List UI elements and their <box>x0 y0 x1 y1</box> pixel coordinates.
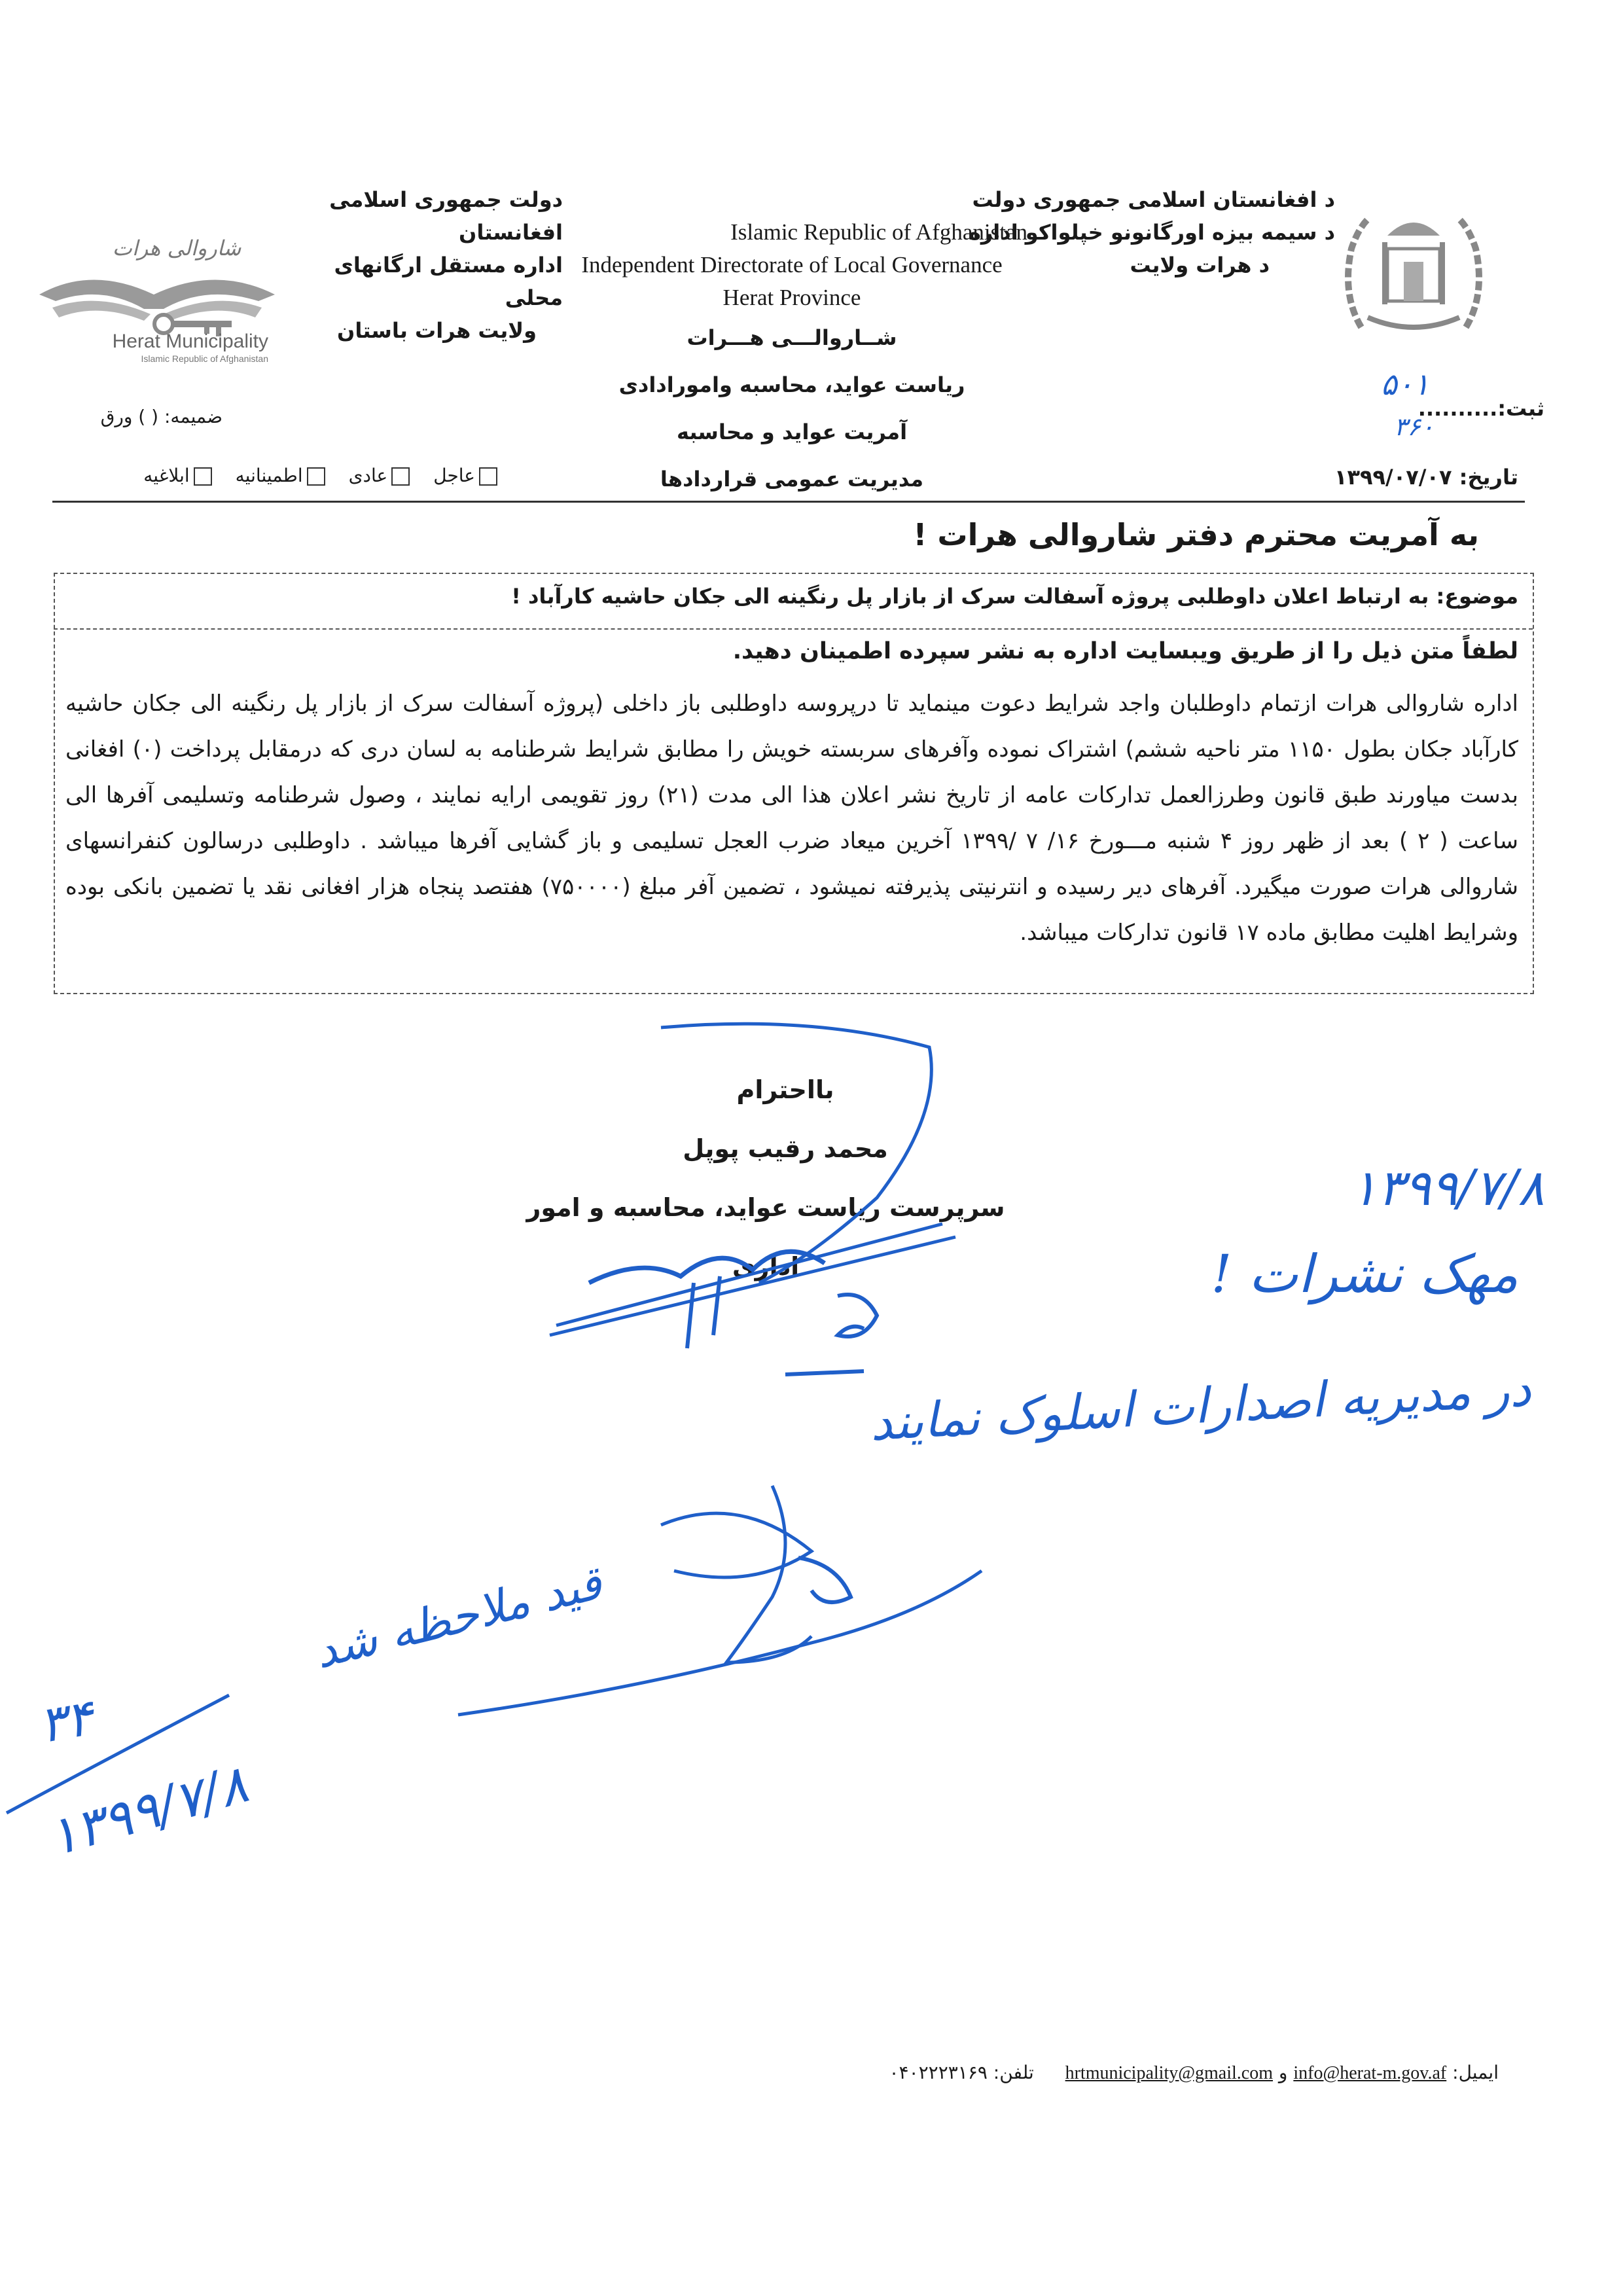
handwritten-note-line2: در مدیریه اصدارات اسلوک نمایند <box>868 1361 1533 1452</box>
ink-signature-scribbles <box>445 1008 1034 1754</box>
handwritten-margin-number: ۳۴ <box>34 1687 98 1755</box>
handwritten-note-date: ۱۳۹۹/۷/۸ <box>1350 1158 1544 1217</box>
addressee: به آمریت محترم دفتر شاروالی هرات ! <box>913 517 1479 552</box>
header-dari-line: دولت جمهوری اسلامی افغانستان <box>329 187 563 245</box>
logo-subtitle-text: Islamic Republic of Afghanistan <box>141 353 268 364</box>
footer-phone: تلفن: ۰۴۰۲۲۲۳۱۶۹ <box>889 2062 1034 2083</box>
department-line: مدیریت عمومی قراردادها <box>660 467 924 492</box>
date-field <box>1296 465 1518 490</box>
header-english <box>530 216 1054 314</box>
priority-urgent[interactable]: عاجل <box>433 465 497 486</box>
priority-options <box>79 465 497 486</box>
priority-assurance[interactable]: اطمینانیه <box>236 465 325 486</box>
registration-label: ثبت:.......... <box>1418 396 1544 421</box>
header-dari-line: ولایت هرات باستان <box>337 318 537 343</box>
checkbox-icon[interactable] <box>307 467 325 486</box>
footer-email-primary[interactable]: info@herat-m.gov.af <box>1293 2063 1447 2083</box>
header-english-line: Herat Province <box>722 285 861 310</box>
header-pashto-line: د افغانستان اسلامی جمهوری دولت <box>972 187 1335 212</box>
instruction-line: لطفاً متن ذیل را از طریق ویبسایت اداره به نشر سپرده اطمینان دهید. <box>732 638 1518 664</box>
subject-divider <box>54 628 1533 630</box>
national-emblem-icon <box>1335 196 1492 353</box>
attachment-field: ضمیمه: ( ) ورق <box>100 406 223 427</box>
municipality-logo <box>33 223 281 367</box>
logo-script-text: شاروالی هرات <box>112 236 241 260</box>
date-label: تاریخ: <box>1459 465 1518 490</box>
handwritten-margin-note: قید ملاحظه شد <box>309 1555 607 1679</box>
header-divider <box>52 501 1525 503</box>
checkbox-icon[interactable] <box>479 467 497 486</box>
signatory-name: محمد رقیب پوپل <box>683 1134 888 1163</box>
header-dari-line: اداره مستقل ارگانهای محلی <box>334 253 563 310</box>
priority-normal[interactable]: عادی <box>349 465 410 486</box>
department-line: آمریت عواید و محاسبه <box>676 420 908 444</box>
footer-contact <box>654 2062 1499 2084</box>
department-block <box>615 314 969 503</box>
closing-greeting: بااحترام <box>736 1075 834 1104</box>
department-line: ریاست عواید، محاسبه وامورادادی <box>618 372 965 397</box>
header-english-line: Independent Directorate of Local Governance <box>581 252 1003 278</box>
logo-english-text: Herat Municipality <box>112 331 268 352</box>
handwritten-margin-date: ۱۳۹۹/۷/۸ <box>41 1753 255 1869</box>
footer-email-label: ایمیل: <box>1452 2062 1499 2083</box>
header-english-line: Islamic Republic of Afghanistan <box>730 219 1027 245</box>
checkbox-icon[interactable] <box>194 467 212 486</box>
registration-number: ۵۰۱ <box>1381 367 1430 402</box>
footer-and: و <box>1278 2062 1288 2083</box>
handwritten-note-line1: مهک نشرات ! <box>1211 1244 1518 1304</box>
footer-email-secondary[interactable]: hrtmunicipality@gmail.com <box>1065 2063 1273 2083</box>
eagle-emblem-icon <box>33 255 281 340</box>
date-value: ۱۳۹۹/۰۷/۰۷ <box>1334 465 1452 490</box>
header-pashto-line: د سیمه بیزه اورگانونو خپلواکو اداره <box>968 220 1335 245</box>
margin-ink-stroke <box>0 1636 275 1833</box>
priority-notification[interactable]: ابلاغیه <box>143 465 211 486</box>
header-pashto-line: د هرات ولایت <box>1130 253 1270 278</box>
checkbox-icon[interactable] <box>391 467 410 486</box>
signatory-title: سرپرست ریاست عواید، محاسبه و امور اداری <box>526 1193 1005 1281</box>
header-dari <box>275 183 563 347</box>
letter-body: اداره شاروالی هرات ازتمام داوطلبان واجد شرایط دعوت مینماید تا درپروسه داوطلبی باز داخلی (پروژه آسفالت سرک از بازار پل رنگینه الی جکان حاشیه کارآباد جکان بطول ۱۱۵۰ متر ناحیه ششم) اشتراک نموده وآفرهای سربسته خویش را مطابق شرایط شرطنامه به لسان دری که درمقابل پرداخت (۰) افغانی بدست میاورند طبق قانون وطرزالعمل تدارکات عامه از تاریخ نشر اعلان هذا الی مدت (۲۱) روز تقویمی ارایه نمایند ، وصول شرطنامه وتسلیمی آفرها الی ساعت ( ۲ ) بعد از ظهر روز ۴ شنبه مـــورخ ۱۶/ ۷ /۱۳۹۹ آخرین میعاد ضرب العجل تسلیمی و باز گشایی آفرها میباشد . داوطلبی درسالون کنفرانسهای شاروالی هرات صورت میگیرد. آفرهای دیر رسیده و انترنیتی پذیرفته نمیشود ، تضمین آفر مبلغ (۷۵۰۰۰۰) هفتصد پنجاه هزار افغانی نقد یا تضمین بانکی بوده وشرایط اهلیت مطابق ماده ۱۷ قانون تدارکات میباشد. <box>65 691 1519 946</box>
registration-sub-number: ۳۶۰ <box>1394 412 1435 441</box>
department-line: شــاروالـــی هـــرات <box>687 325 897 350</box>
subject-line: موضوع: به ارتباط اعلان داوطلبی پروژه آسفالت سرک از بازار پل رنگینه الی جکان حاشیه کارآباد ! <box>511 584 1518 609</box>
